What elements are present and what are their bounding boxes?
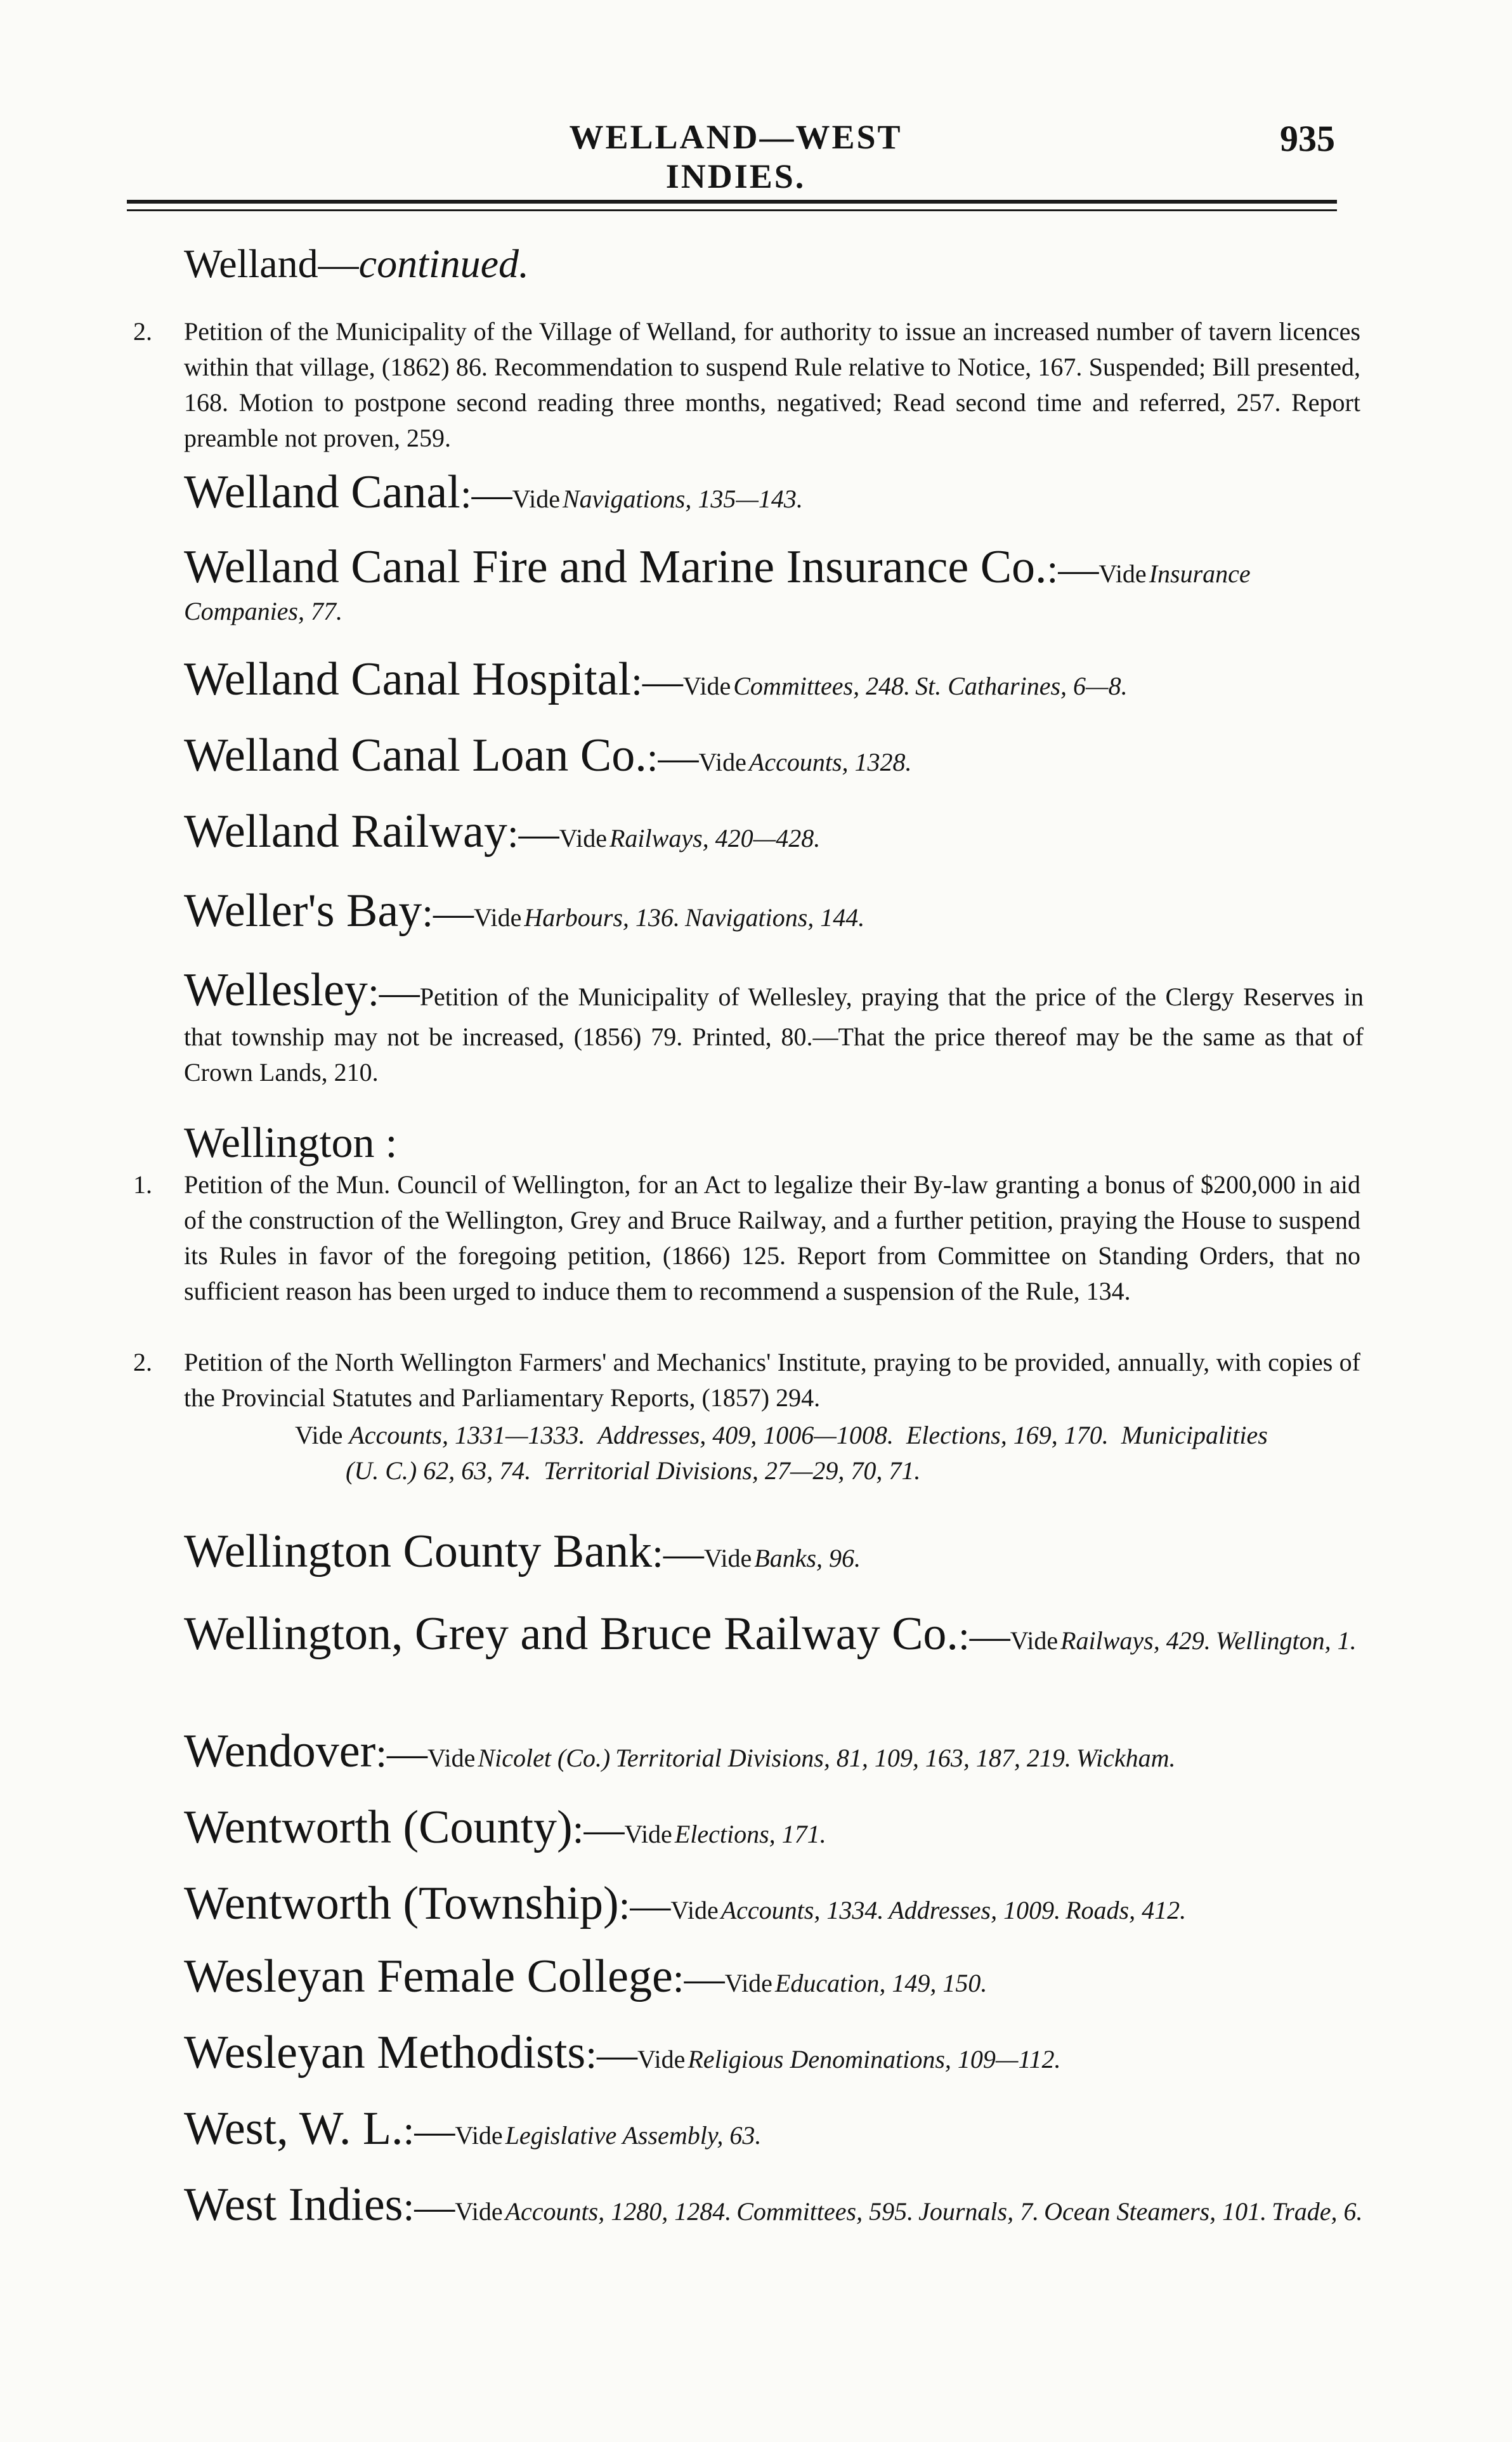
entry-reference: Railways, 429.	[1060, 1626, 1211, 1655]
index-entry-welland-canal	[184, 463, 1364, 521]
entry-heading: Wesleyan Female College	[184, 1950, 673, 2002]
entry-separator: :—	[585, 2032, 638, 2077]
entry-reference: Accounts, 1334.	[720, 1896, 884, 1924]
entry-reference: (U. C.) 62, 63, 74.	[346, 1456, 531, 1485]
entry-reference: Ocean Steamers, 101.	[1044, 2197, 1267, 2226]
index-entry-wentworth-township	[184, 1874, 1364, 1933]
entry-reference: Navigations, 144.	[684, 903, 865, 932]
entry-reference: St. Catharines, 6—8.	[915, 672, 1128, 700]
entry-separator: :—	[672, 1956, 725, 2001]
vide-label: Vide	[559, 824, 607, 852]
index-entry-wesleyan-female-college	[184, 1947, 1364, 2006]
index-entry-wentworth-county	[184, 1798, 1364, 1857]
entry-separator: :—	[958, 1613, 1010, 1658]
header-rule	[127, 200, 1337, 204]
entry-reference: Wickham.	[1076, 1744, 1176, 1772]
entry-item	[133, 1167, 1360, 1309]
index-entry-welland-canal-loan	[184, 726, 1364, 785]
entry-text: Petition of the Municipality of Wellesley, praying that the price of the Clergy Reserves in that township may not be increased, (1856) 79. Printed, 80.—That the price thereof may be the same as that of Crown Lands, 210.	[184, 983, 1364, 1087]
index-entry-welland-canal-fire-insurance	[184, 538, 1364, 626]
item-text: Petition of the Municipality of the Village of Welland, for authority to issue an increased number of tavern licences within that village, (1862) 86. Recommendation to suspend Rule relative to Notice, 167. Suspended; Bill presented, 168. Motion to postpone second reading three months, negatived; Read second time and referred, 257. Report preamble not proven, 259.	[184, 317, 1360, 452]
entry-reference: Nicolet (Co.)	[478, 1744, 611, 1772]
item-number: 2.	[133, 1348, 152, 1376]
index-entry-wendover	[184, 1722, 1364, 1780]
vide-label: Vide	[295, 1421, 343, 1449]
entry-heading: Wellesley	[184, 964, 368, 1016]
entry-heading: West, W. L.	[184, 2103, 403, 2155]
vide-label: Vide	[624, 1820, 672, 1848]
entry-reference: Journals, 7.	[918, 2197, 1040, 2226]
entry-heading: Welland Canal	[184, 466, 460, 518]
vide-label: Vide	[427, 1744, 476, 1772]
entry-heading: Wellington, Grey and Bruce Railway Co.	[184, 1608, 958, 1660]
vide-label: Vide	[670, 1896, 719, 1924]
item-number: 1.	[133, 1170, 152, 1199]
entry-separator: :—	[375, 1730, 428, 1775]
entry-separator: :—	[572, 1806, 625, 1851]
entry-separator: :—	[507, 811, 559, 856]
item-text: Petition of the Mun. Council of Wellington, for an Act to legalize their By-law granting a bonus of $200,000 in aid of the construction of the Wellington, Grey and Bruce Railway, and a further petition, praying the House to suspend its Rules in favor of the foregoing petition, (1866) 125. Report from Committee on Standing Orders, that no sufficient reason has been urged to induce them to recommend a suspension of the Rule, 134.	[184, 1170, 1360, 1305]
entry-separator: :—	[460, 471, 512, 516]
vide-label: Vide	[1098, 559, 1147, 588]
entry-separator: :—	[1046, 546, 1099, 591]
entry-heading: Wentworth (County)	[184, 1801, 573, 1853]
entry-heading: Welland—	[184, 241, 359, 286]
entry-heading: Welland Railway	[184, 806, 507, 858]
vide-label: Vide	[698, 748, 746, 776]
index-entry-west-indies	[184, 2176, 1364, 2234]
entry-reference: Committees, 595.	[736, 2197, 914, 2226]
entry-reference: Elections, 169, 170.	[906, 1421, 1109, 1449]
vide-label: Vide	[455, 2121, 503, 2150]
item-number: 2.	[133, 317, 152, 346]
entry-reference: Territorial Divisions, 27—29, 70, 71.	[544, 1456, 921, 1485]
entry-item	[133, 1345, 1360, 1416]
entry-reference: Wellington, 1.	[1215, 1626, 1357, 1655]
entry-heading: Welland Canal Fire and Marine Insurance Co.	[184, 541, 1047, 593]
index-entry-west-wl	[184, 2099, 1364, 2158]
entry-separator: :—	[652, 1531, 704, 1576]
page-header	[0, 117, 1512, 195]
vide-label: Vide	[455, 2197, 503, 2226]
entry-separator: :—	[403, 2184, 455, 2229]
entry-reference: Accounts, 1280, 1284.	[505, 2197, 732, 2226]
vide-label: Vide	[637, 2045, 686, 2073]
entry-reference: Municipalities	[1121, 1421, 1268, 1449]
entry-reference: Legislative Assembly, 63.	[505, 2121, 762, 2150]
entry-heading: Wellington :	[184, 1118, 398, 1166]
entry-reference: Addresses, 409, 1006—1008.	[597, 1421, 894, 1449]
entry-reference: Territorial Divisions, 81, 109, 163, 187, 219.	[615, 1744, 1071, 1772]
vide-label: Vide	[703, 1544, 752, 1572]
entry-reference: Railways, 420—428.	[609, 824, 821, 852]
index-entry-wesleyan-methodists	[184, 2023, 1364, 2082]
running-title: WELLAND—WEST INDIES.	[569, 118, 903, 195]
entry-heading: West Indies	[184, 2179, 403, 2231]
entry-separator: :—	[403, 2108, 455, 2153]
entry-reference: Addresses, 1009.	[889, 1896, 1061, 1924]
vide-label: Vide	[473, 903, 522, 932]
entry-heading: Weller's Bay	[184, 885, 422, 937]
index-entry-welland-railway	[184, 802, 1364, 861]
page-number: 935	[1280, 118, 1335, 159]
entry-heading: Wellington County Bank	[184, 1525, 653, 1577]
index-entry-wellington	[184, 1113, 1364, 1172]
index-entry-wellington-county-bank	[184, 1522, 1364, 1581]
entry-reference: Insurance Companies, 77.	[184, 559, 1251, 625]
entry-heading: Wentworth (Township)	[184, 1877, 619, 1929]
entry-heading: Welland Canal Loan Co.	[184, 729, 647, 781]
index-entry-welland-continued	[184, 235, 1364, 293]
entry-separator: :—	[646, 735, 699, 780]
vide-label: Vide	[724, 1969, 772, 1997]
index-entry-wellers-bay	[184, 882, 1364, 940]
entry-reference: Banks, 96.	[754, 1544, 861, 1572]
entry-reference: Roads, 412.	[1066, 1896, 1187, 1924]
entry-reference: Navigations, 135—143.	[562, 485, 803, 513]
index-entry-wellesley	[184, 961, 1364, 1090]
entry-heading: Welland Canal Hospital	[184, 653, 632, 705]
header-rule-thin	[127, 209, 1337, 211]
item-text: Petition of the North Wellington Farmers' and Mechanics' Institute, praying to be provided, annually, with copies of the Provincial Statutes and Parliamentary Reports, (1857) 294.	[184, 1348, 1360, 1412]
index-entry-welland-canal-hospital	[184, 650, 1364, 708]
index-entry-wellington-grey-bruce-railway	[184, 1605, 1364, 1663]
entry-separator: :—	[618, 1883, 671, 1928]
entry-heading-continued: continued.	[358, 241, 530, 286]
vide-label: Vide	[1010, 1626, 1059, 1655]
vide-label: Vide	[512, 485, 560, 513]
entry-reference: Elections, 171.	[674, 1820, 826, 1848]
entry-reference: Accounts, 1331—1333.	[349, 1421, 585, 1449]
wellington-vide-block	[295, 1418, 1360, 1489]
entry-reference: Education, 149, 150.	[774, 1969, 987, 1997]
entry-separator: :—	[422, 890, 474, 935]
entry-separator: :—	[367, 969, 420, 1014]
entry-reference: Committees, 248.	[733, 672, 911, 700]
entry-heading: Wendover	[184, 1725, 376, 1777]
entry-reference: Religious Denominations, 109—112.	[688, 2045, 1061, 2073]
entry-separator: :—	[631, 658, 683, 703]
vide-label: Vide	[682, 672, 731, 700]
entry-reference: Trade, 6.	[1272, 2197, 1363, 2226]
entry-heading: Wesleyan Methodists	[184, 2027, 586, 2079]
entry-item	[133, 314, 1360, 456]
entry-reference: Harbours, 136.	[524, 903, 680, 932]
entry-reference: Accounts, 1328.	[748, 748, 912, 776]
